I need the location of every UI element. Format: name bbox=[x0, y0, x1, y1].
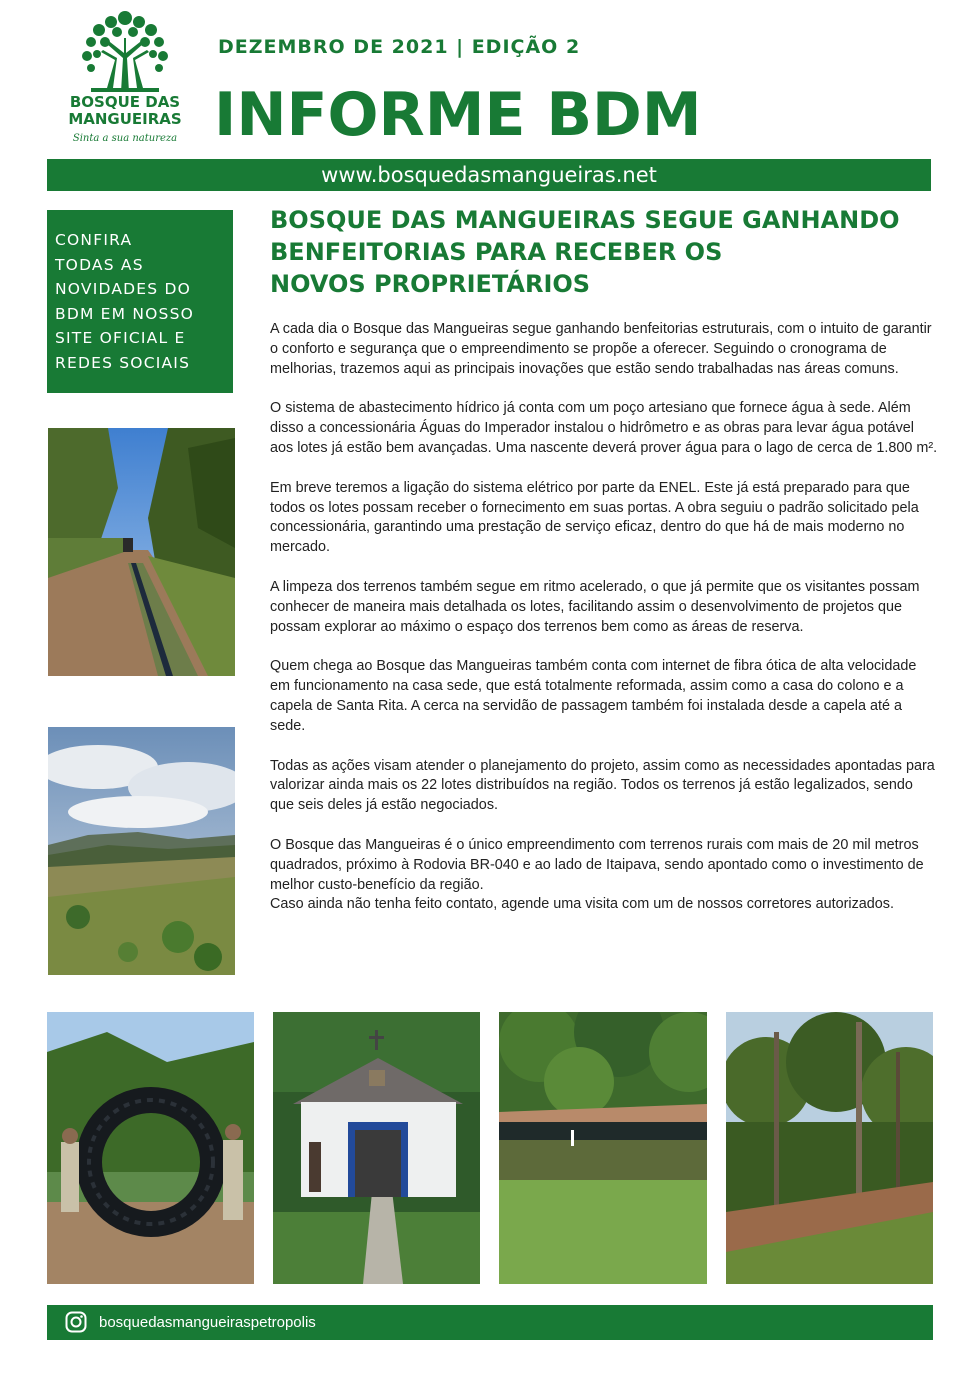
page-title: INFORME BDM bbox=[214, 80, 702, 150]
sidebar-callout bbox=[47, 210, 233, 393]
website-link[interactable]: www.bosquedasmangueiras.net bbox=[321, 163, 657, 187]
logo-name-line2: MANGUEIRAS bbox=[68, 110, 182, 128]
mango-tree-icon bbox=[77, 8, 173, 92]
photo-hills-landscape bbox=[48, 727, 235, 975]
sidebar-line: BDM EM NOSSO bbox=[55, 304, 195, 323]
edition-label: DEZEMBRO DE 2021 | EDIÇÃO 2 bbox=[218, 36, 581, 58]
article-paragraph: Caso ainda não tenha feito contato, agende uma visita com um de nossos corretores autorizados. bbox=[270, 896, 894, 913]
photo-pipe-coil bbox=[47, 1012, 254, 1284]
sidebar-line: TODAS AS bbox=[55, 255, 144, 274]
website-bar[interactable] bbox=[47, 159, 931, 191]
photo-chapel bbox=[273, 1012, 480, 1284]
logo-name-line1: BOSQUE DAS bbox=[69, 93, 181, 111]
sidebar-line: NOVIDADES DO bbox=[55, 280, 191, 298]
article-paragraph: A cada dia o Bosque das Mangueiras segue ganhando benfeitorias estruturais, com o intuito de garantir o conforto e segurança que o empreendimento se propõe a oferecer. Seguindo o cronograma de melhorias, trazemos aqui as principais inovações que estão sendo trabalhadas nas áreas comuns. bbox=[270, 321, 932, 377]
photo-dirt-road bbox=[48, 428, 235, 676]
article-paragraph: Em breve teremos a ligação do sistema elétrico por parte da ENEL. Este já está preparado para que todos os lotes possam receber o fornecimento em suas portas. A obra seguiu o padrão solicitado pela concessionária, garantindo uma prestação de serviço eficaz, dentro do que há de mais moderno no mercado. bbox=[270, 479, 919, 556]
sidebar-line: REDES SOCIAIS bbox=[55, 353, 191, 372]
article-headline bbox=[270, 204, 950, 300]
article-paragraph: A limpeza dos terrenos também segue em ritmo acelerado, o que já permite que os visitantes possam conhecer de maneira mais detalhada os lotes, facilitando assim o desenvolvimento de projetos que possam explorar ao máximo o espaço dos terrenos bem como as áreas de reserva. bbox=[270, 578, 920, 635]
brand-logo bbox=[50, 8, 200, 158]
article-paragraph: Todas as ações visam atender o planejamento do projeto, assim como as necessidades apontadas para valorizar ainda mais os 22 lotes distribuídos na região. Todos os terrenos já estão legalizados, sendo que seis deles já estão negociados. bbox=[270, 757, 935, 814]
sidebar-line: SITE OFICIAL E bbox=[55, 329, 186, 347]
headline-line: NOVOS PROPRIETÁRIOS bbox=[270, 270, 591, 298]
logo-tagline: Sinta a sua natureza bbox=[72, 133, 178, 144]
footer-social-bar[interactable] bbox=[47, 1305, 933, 1340]
article-paragraph: O sistema de abastecimento hídrico já conta com um poço artesiano que fornece água à sede. Além disso a concessionária Águas do Imperador instalou o hidrômetro e as obras para levar água potável aos lotes já estão bem avançadas. Uma nascente deverá prover água para o lago de cerca de 1.800 m². bbox=[270, 400, 938, 456]
headline-line: BOSQUE DAS MANGUEIRAS SEGUE GANHANDO bbox=[270, 206, 900, 234]
sidebar-line: CONFIRA bbox=[55, 231, 133, 249]
instagram-icon[interactable] bbox=[65, 1311, 87, 1333]
photo-lake bbox=[499, 1012, 707, 1284]
headline-line: BENFEITORIAS PARA RECEBER OS bbox=[270, 238, 723, 266]
instagram-handle-link[interactable]: bosquedasmangueiraspetropolis bbox=[99, 1314, 316, 1331]
article-body bbox=[270, 320, 938, 915]
article-paragraph: Quem chega ao Bosque das Mangueiras também conta com internet de fibra ótica de alta velocidade em funcionamento na casa sede, que está totalmente reformada, assim como a casa do colono e a capela de Santa Rita. A cerca na servidão de passagem também foi instalada desde a capela até a sede. bbox=[270, 658, 917, 734]
article-paragraph: O Bosque das Mangueiras é o único empreendimento com terrenos rurais com mais de 20 mil metros quadrados, próximo à Rodovia BR-040 e ao lado de Itaipava, sendo apontado como o investimento de melhor custo-benefício da região. bbox=[270, 836, 924, 893]
photo-forest-path bbox=[726, 1012, 933, 1284]
